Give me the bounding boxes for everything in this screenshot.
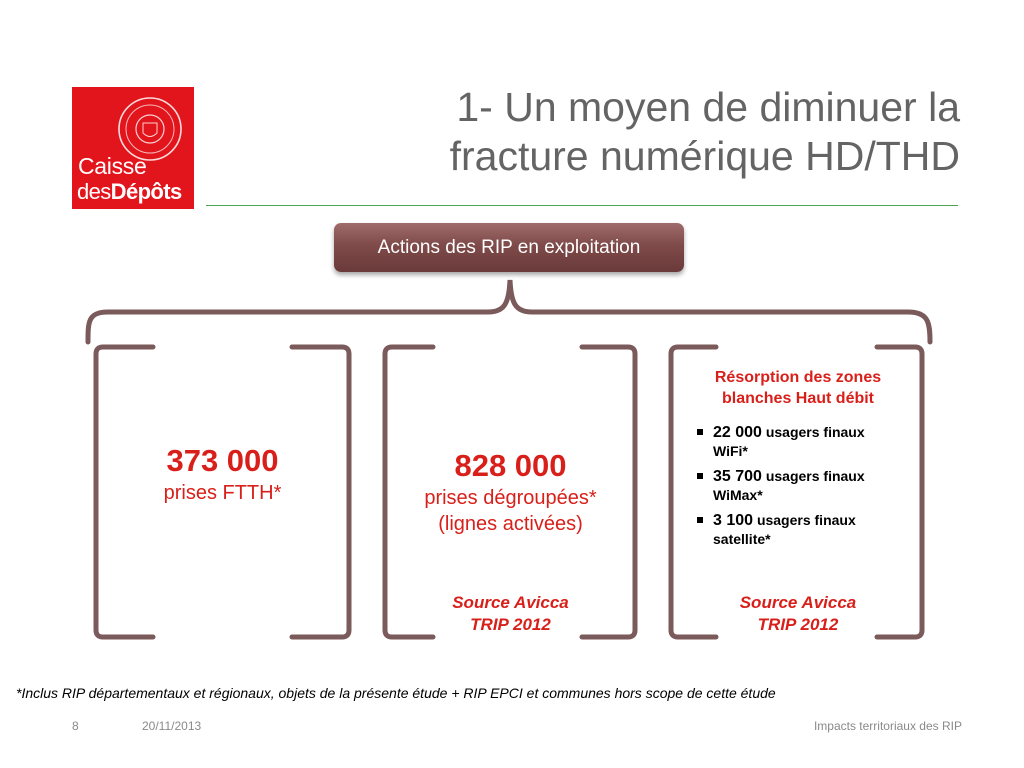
title-line-2: fracture numérique HD/THD (449, 133, 960, 179)
footer-topic: Impacts territoriaux des RIP (813, 719, 962, 733)
degroupees-label-2: (lignes activées) (438, 513, 583, 535)
col1-content (100, 442, 345, 506)
col3-source-line-2: TRIP 2012 (757, 615, 839, 634)
logo-line-des-depots: desDépôts (77, 179, 182, 204)
footnote: *Inclus RIP départementaux et régionaux, objets de la présente étude + RIP EPCI et communes hors scope de cette étude (16, 685, 776, 701)
bullet-square-icon (697, 517, 703, 523)
col3-source-line-1: Source Avicca (739, 593, 857, 612)
ftth-number: 373 000 (166, 443, 279, 478)
degroupees-label-1: prises dégroupées* (424, 487, 597, 509)
col3-heading-line-2: blanches Haut débit (721, 390, 875, 407)
col3-heading-line-1: Résorption des zones (714, 369, 882, 386)
list-item: 3 100 usagers finaux satellite* (695, 511, 910, 549)
footer-date: 20/11/2013 (142, 719, 202, 733)
list-item: 22 000 usagers finaux WiFi* (695, 423, 910, 461)
degroupees-number: 828 000 (454, 448, 567, 483)
bullet-square-icon (697, 429, 703, 435)
ftth-label: prises FTTH* (163, 482, 282, 504)
bullet-square-icon (697, 473, 703, 479)
page-number: 8 (72, 719, 79, 733)
col2-source-line-1: Source Avicca (452, 593, 569, 612)
col2-source-line-2: TRIP 2012 (470, 615, 551, 634)
actions-rip-label: Actions des RIP en exploitation (377, 236, 641, 258)
col2-source (388, 592, 633, 636)
col2-content (388, 447, 633, 537)
title-line-1: 1- Un moyen de diminuer la (456, 84, 960, 130)
col3-heading (676, 367, 920, 409)
logo-line-caisse: Caisse (78, 153, 147, 179)
col3-bullet-list (695, 423, 910, 555)
list-item: 35 700 usagers finaux WiMax* (695, 467, 910, 505)
col3-source (676, 592, 920, 636)
